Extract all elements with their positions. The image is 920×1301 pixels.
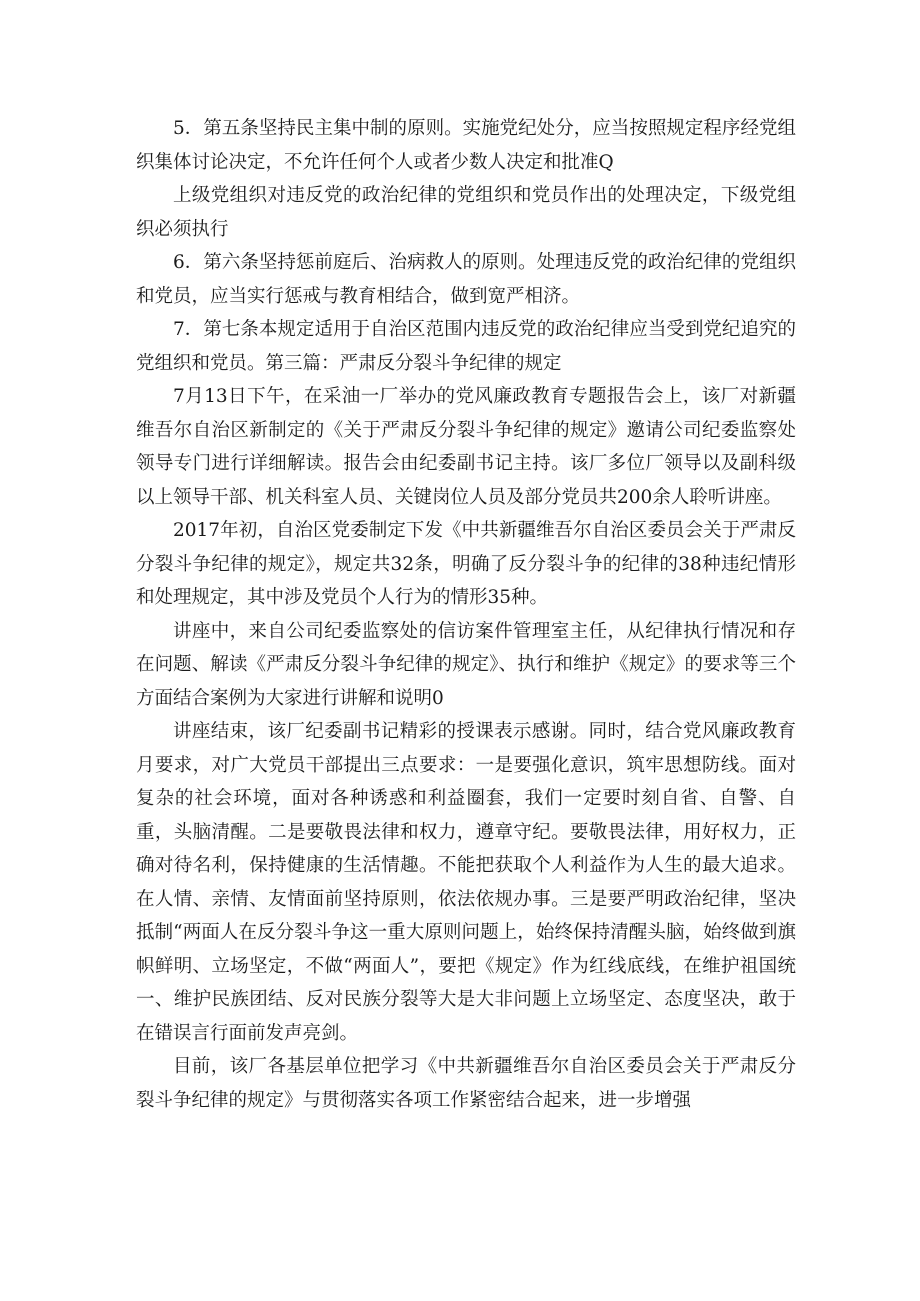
paragraph-current-work: 目前，该厂各基层单位把学习《中共新疆维吾尔自治区委员会关于严肃反分裂斗争纪律的规定》与贯彻落实各项工作紧密结合起来，进一步增强 — [136, 1056, 796, 1111]
paragraph-2017-regulation: 2017年初，自治区党委制定下发《中共新疆维吾尔自治区委员会关于严肃反分裂斗争纪律的规定》，规定共32条，明确了反分裂斗争的纪律的38种违纪情形和处理规定，其中涉及党员个人行为的情形35种。 — [136, 520, 796, 608]
paragraph-report-meeting: 7月13日下午，在采油一厂举办的党风廉政教育专题报告会上，该厂对新疆维吾尔自治区新制定的《关于严肃反分裂斗争纪律的规定》邀请公司纪委监察处领导专门进行详细解读。报告会由纪委副书记主持。该厂多位厂领导以及副科级以上领导干部、机关科室人员、关键岗位人员及部分党员共200余人聆听讲座。 — [136, 386, 796, 508]
document-body — [136, 112, 796, 1117]
paragraph-article-5: 5．第五条坚持民主集中制的原则。实施党纪处分，应当按照规定程序经党组织集体讨论决定，不允许任何个人或者少数人决定和批准Q — [136, 118, 796, 173]
paragraph-article-7: 7．第七条本规定适用于自治区范围内违反党的政治纪律应当受到党纪追究的党组织和党员。第三篇：严肃反分裂斗争纪律的规定 — [136, 319, 796, 374]
paragraph-article-6: 6．第六条坚持惩前庭后、治病救人的原则。处理违反党的政治纪律的党组织和党员，应当实行惩戒与教育相结合，做到宽严相济。 — [136, 252, 796, 307]
paragraph-lecture: 讲座中，来自公司纪委监察处的信访案件管理室主任，从纪律执行情况和存在问题、解读《严肃反分裂斗争纪律的规定》、执行和维护《规定》的要求等三个方面结合案例为大家进行讲解和说明0 — [136, 620, 796, 709]
paragraph-lecture-end: 讲座结束，该厂纪委副书记精彩的授课表示感谢。同时，结合党风廉政教育月要求，对广大党员干部提出三点要求：一是要强化意识，筑牢思想防线。面对复杂的社会环境，面对各种诱惑和利益圈套，我们一定要时刻自省、自警、自重，头脑清醒。二是要敬畏法律和权力，遵章守纪。要敬畏法律，用好权力，正确对待名利，保持健康的生活情趣。不能把获取个人利益作为人生的最大追求。在人情、亲情、友情面前坚持原则，依法依规办事。三是要严明政治纪律，坚决抵制“两面人在反分裂斗争这一重大原则问题上，始终保持清醒头脑，始终做到旗帜鲜明、立场坚定，不做“两面人”，要把《规定》作为红线底线，在维护祖国统一、维护民族团结、反对民族分裂等大是大非问题上立场坚定、态度坚决，敢于在错误言行面前发声亮剑。 — [136, 721, 796, 1044]
paragraph-higher-decision: 上级党组织对违反党的政治纪律的党组织和党员作出的处理决定，下级党组织必须执行 — [136, 185, 796, 240]
